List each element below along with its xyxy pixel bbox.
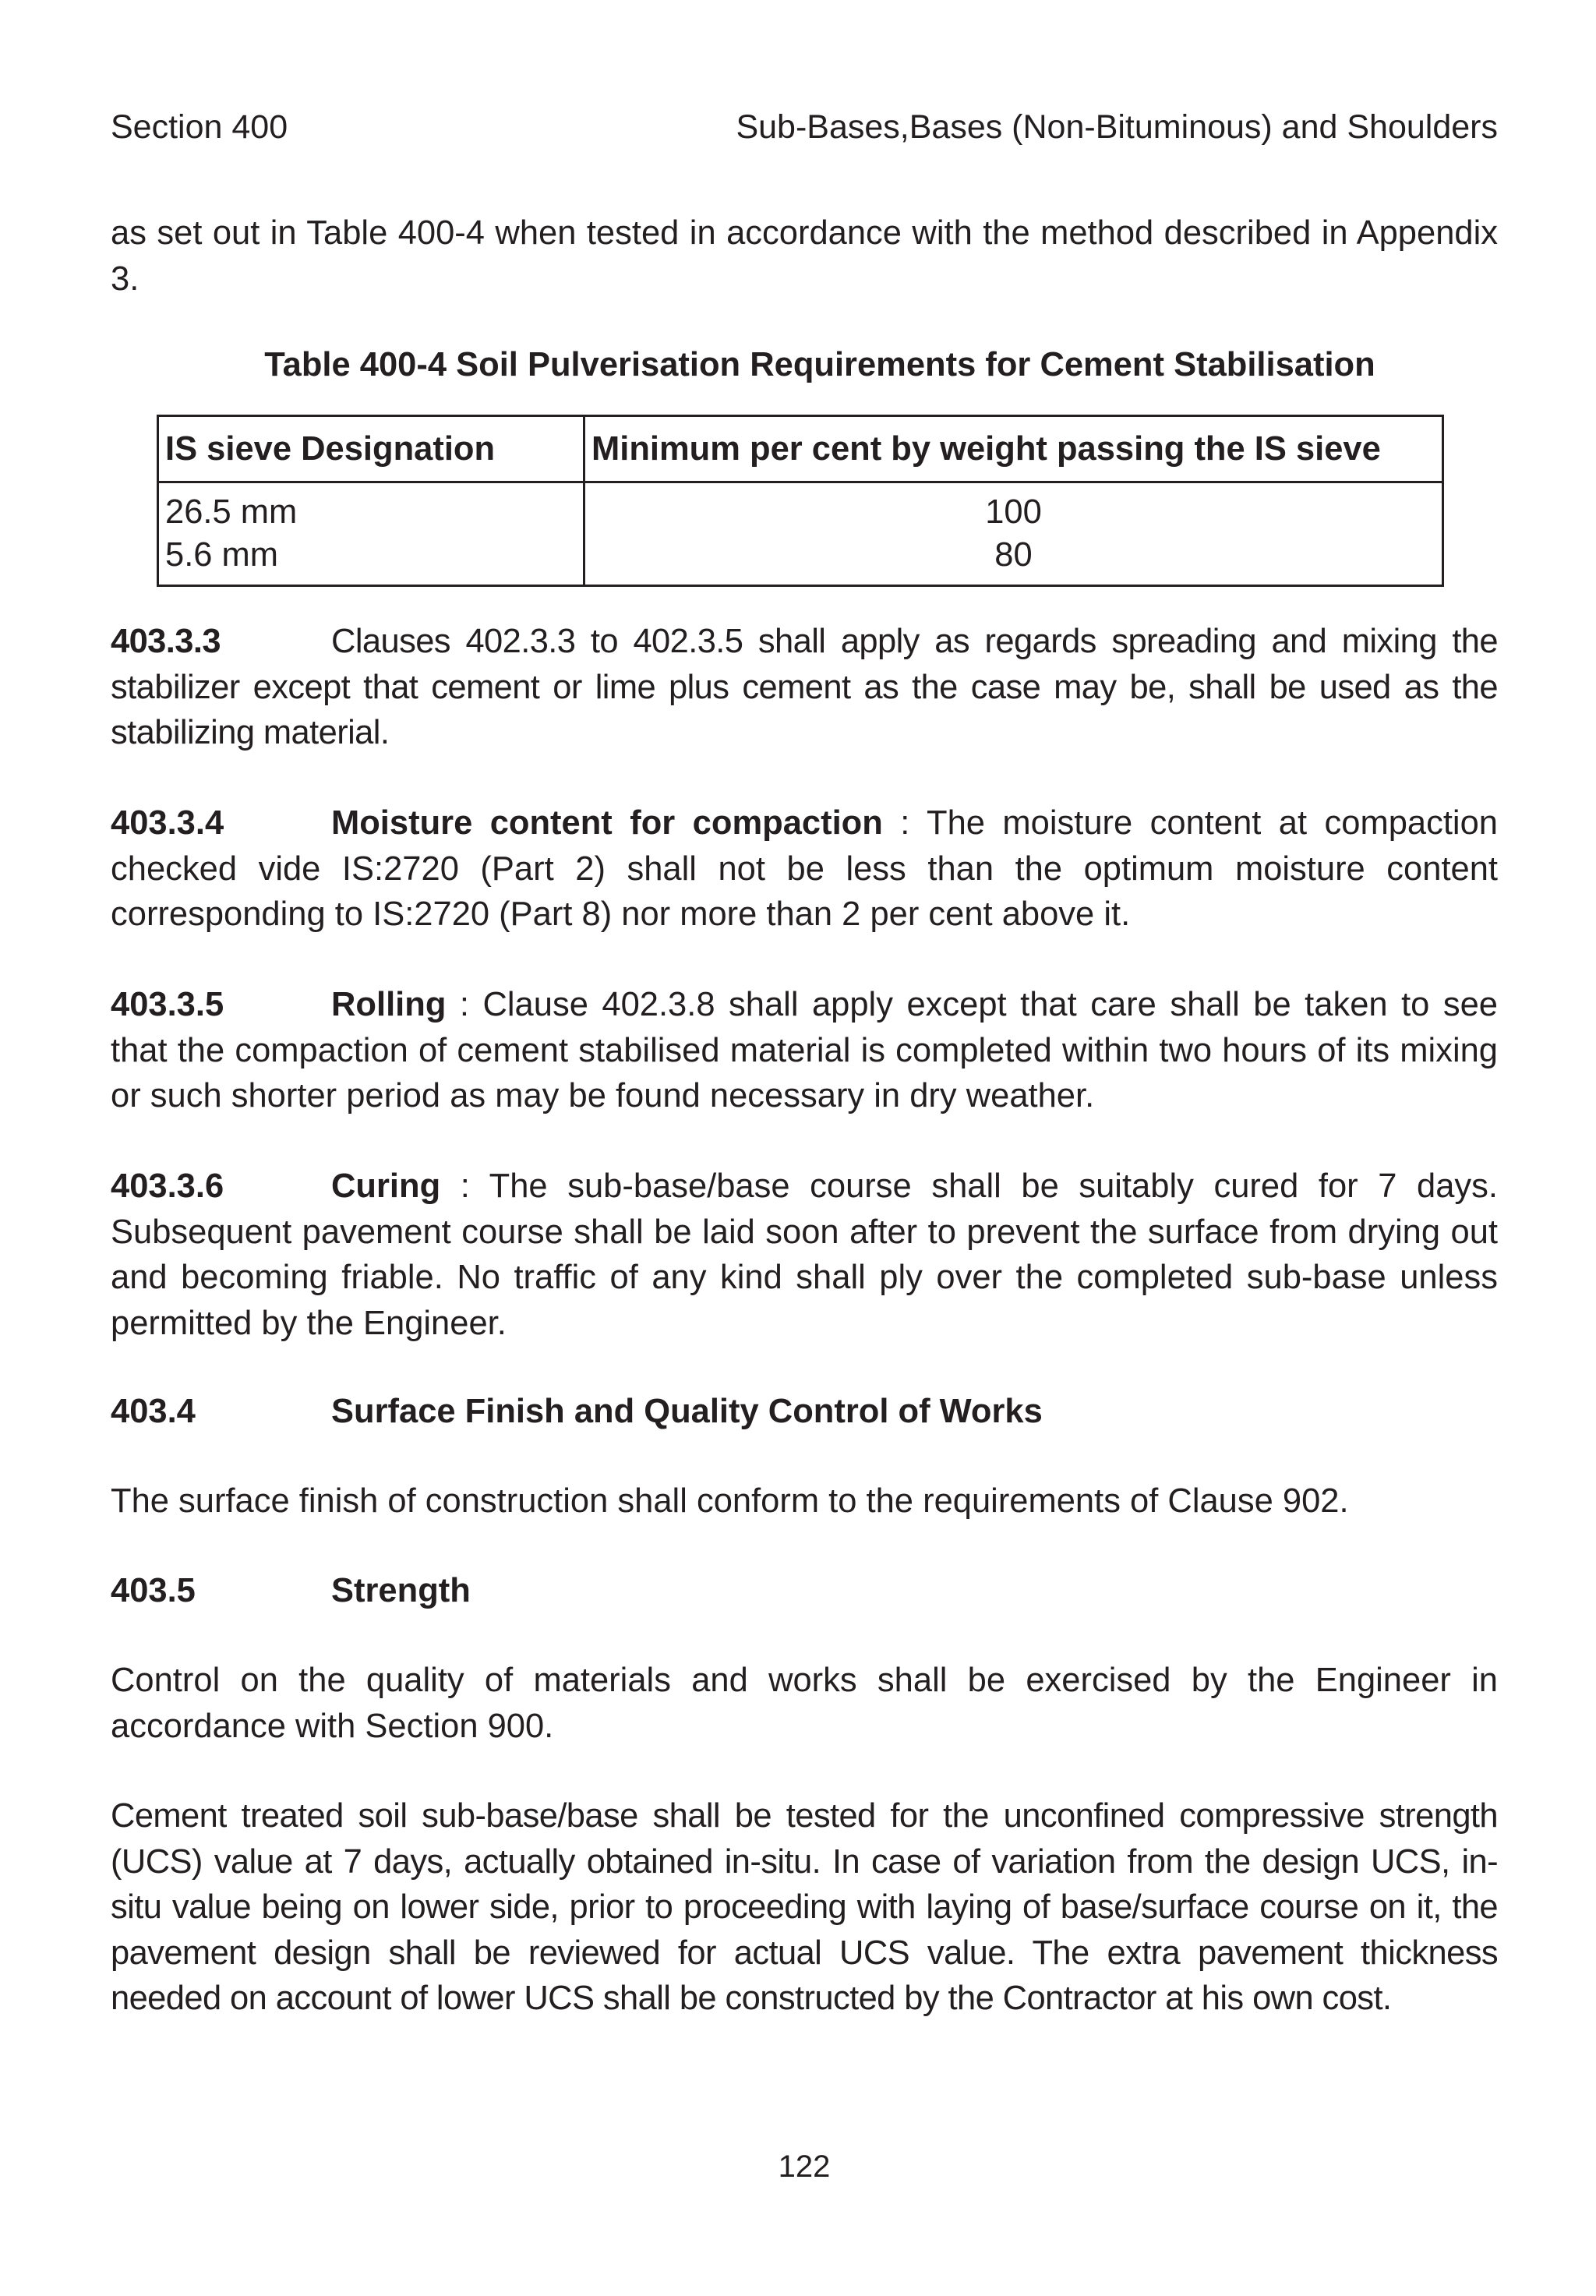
clause-403-3-5 [111, 982, 1498, 1119]
clause-403-3-4 [111, 800, 1498, 938]
header-section-title: Sub-Bases,Bases (Non-Bituminous) and Shoulders [736, 108, 1498, 146]
section-heading: Strength [331, 1572, 471, 1609]
clause-text: : The moisture content at compaction checked vide IS:2720 (Part 2) shall not be less than the optimum moisture content corresponding to IS:2720 (Part 8) nor more than 2 per cent above it. [111, 804, 1498, 933]
clause-heading: Curing [331, 1167, 441, 1205]
clause-text: : The sub-base/base course shall be suitably cured for 7 days. Subsequent pavement course shall be laid soon after to prevent the surface from drying out and becoming friable. No traffic of any kind shall ply over the completed sub-base unless permitted by the Engineer. [111, 1167, 1498, 1342]
clause-number: 403.3.3 [111, 623, 221, 660]
intro-paragraph: as set out in Table 400-4 when tested in accordance with the method described in Appendix 3. [111, 214, 1498, 298]
percent-value: 80 [994, 536, 1033, 574]
clause-heading: Moisture content for compaction [331, 804, 883, 842]
page-number: 122 [778, 2149, 831, 2184]
section-number: 403.4 [111, 1393, 196, 1430]
table-caption: Table 400-4 Soil Pulverisation Requirements for Cement Stabilisation [264, 346, 1375, 383]
section-403-5-paragraph-1: Control on the quality of materials and works shall be exercised by the Engineer in accordance with Section 900. [111, 1662, 1498, 1745]
clause-number: 403.3.4 [111, 804, 224, 842]
table-row [158, 482, 1443, 586]
clause-heading: Rolling [331, 986, 447, 1023]
percent-value: 100 [985, 493, 1042, 531]
section-403-4-heading [111, 1389, 1498, 1435]
sieve-value: 26.5 mm [165, 493, 298, 531]
clause-number: 403.3.6 [111, 1167, 224, 1205]
soil-pulverisation-table [157, 415, 1444, 587]
clause-403-3-3 [111, 619, 1498, 756]
section-number: 403.5 [111, 1572, 196, 1609]
section-heading: Surface Finish and Quality Control of Works [331, 1393, 1043, 1430]
section-403-4-text: The surface finish of construction shall conform to the requirements of Clause 902. [111, 1482, 1349, 1520]
section-403-5-paragraph-2: Cement treated soil sub-base/base shall be tested for the unconfined compressive strength (UCS) value at 7 days, actually obtained in-situ. In case of variation from the design UCS, in-situ value being on lower side, prior to proceeding with laying of base/surface course on it, the pavement design shall be reviewed for actual UCS value. The extra pavement thickness needed on account of lower UCS shall be constructed by the Contractor at his own cost. [111, 1797, 1498, 2017]
document-page [111, 0, 1498, 2296]
clause-text: Clauses 402.3.3 to 402.3.5 shall apply as regards spreading and mixing the stabilizer except that cement or lime plus cement as the case may be, shall be used as the stabilizing material. [111, 623, 1498, 751]
header-section-label: Section 400 [111, 108, 288, 146]
table-header-row [158, 416, 1443, 482]
section-403-5-heading [111, 1568, 1498, 1614]
clause-403-3-6 [111, 1164, 1498, 1346]
table-cell-sieve [158, 482, 584, 586]
clause-number: 403.3.5 [111, 986, 224, 1023]
table-header-sieve: IS sieve Designation [158, 416, 584, 482]
table-cell-percent [584, 482, 1443, 586]
sieve-value: 5.6 mm [165, 536, 279, 574]
clause-text: : Clause 402.3.8 shall apply except that care shall be taken to see that the compaction of cement stabilised material is completed within two hours of its mixing or such shorter period as may be found necessary in dry weather. [111, 986, 1498, 1114]
table-header-minimum: Minimum per cent by weight passing the IS sieve [584, 416, 1443, 482]
